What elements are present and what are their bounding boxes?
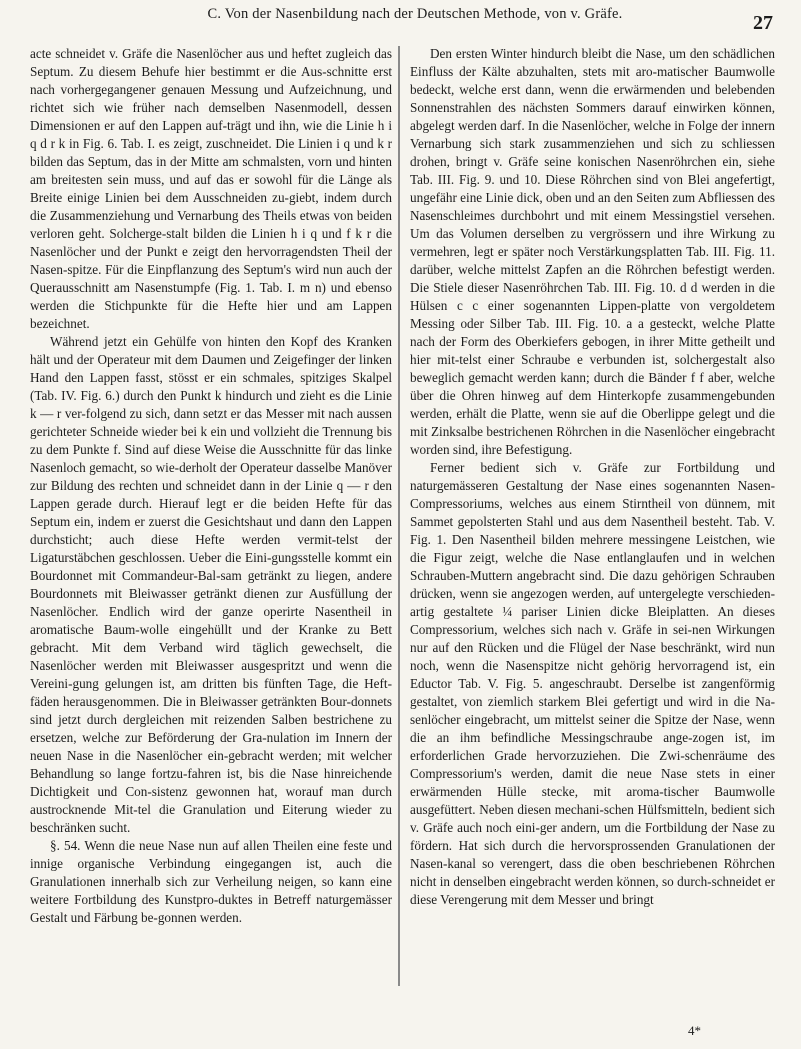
right-paragraph-1: Den ersten Winter hindurch bleibt die Nase, um den schädlichen Einfluss der Kälte abzuhalten, stets mit aro-matischer Baumwolle bedeckt, welche erst dann, wenn die erwärmenden und belebenden Sonnenstrahlen des nächsten Sommers darauf einwirken können, abgelegt werden darf. In die Nasenlöcher, welche in Folge der innern Vernarbung sich stark zusammenziehen und sich zu schliessen drohen, bringt v. Gräfe seine konischen Nasenröhrchen ein, siehe Tab. III. Fig. 9. und 10. Diese Röhrchen sind von Blei angefertigt, ungefähr eine Linie dick, oben und an den Seiten zum Abfliessen des Nasenschleimes durchbohrt und mit einem Messingstiel versehen. Um das Volumen derselben zu vergrössern und ihre Wirkung zu vermehren, legt er später noch Verstärkungsplatten Tab. III. Fig. 11. darüber, welche mittelst Zapfen an die Röhrchen befestigt werden. Die Stiele dieser Nasenröhrchen Tab. III. Fig. 10. d d werden in die Hülsen c c einer sogenannten Lippen-platte von vergoldetem Messing oder Silber Tab. III. Fig. 10. a a gesteckt, welche Platte nach der Form des Oberkiefers gebogen, in ihrer Mitte getheilt und hier mit-telst einer Schraube e verbunden ist, solchergestalt also beweglich gemacht werden kann; durch die Bänder f f aber, welche über die Ohren hinweg auf dem Hinterkopfe zusammengebunden werden, erhält die Platte, wenn sie auf die Oberlippe gelegt und die mit Zinksalbe bestrichenen Röhrchen in die Nasenlöcher eingebracht worden sind, ihre Befestigung. [410,46,775,457]
column-divider [398,46,400,986]
left-paragraph-2: Während jetzt ein Gehülfe von hinten den Kopf des Kranken hält und der Operateur mit dem Daumen und Zeigefinger der linken Hand den Lappen fasst, stösst er ein schmales, spitziges Skalpel (Tab. IV. Fig. 6.) durch den Punkt k hindurch und zieht es die Linie k — r ver-folgend zu sich, dann setzt er das Messer mit nach aussen gerichteter Schneide wieder bei k ein und vollzieht die Trennung bis zu dem Punkte f. Sind auf diese Weise die Ausschnitte für das linke Nasenloch gemacht, so wie-derholt der Operateur dasselbe Manöver zur Bildung des rechten und schneidet dann in der Linie q — r den Lappen gerade durch. Hierauf legt er die beiden Hefte für das Septum ein, indem er zuerst die Gesichtshaut und dann den Lappen durchsticht; auch diese Hefte werden vermit-telst der Ligaturstäbchen geschlossen. Ueber die Eini-gungsstelle kommt ein Bourdonnet mit Commandeur-Bal-sam getränkt zu liegen, andere Bourdonnets mit Bleiwasser getränkt dienen zur Ausfüllung der Nasenlöcher. Endlich wird der ganze operirte Nasentheil in aromatische Baum-wolle eingehüllt und der Kranke zu Bett gebracht. Mit dem Verband wird täglich gewechselt, die Nasenlöcher werden mit Bleiwasser ausgespritzt und wenn die Vereini-gung gelungen ist, am dritten bis fünften Tage, die Heft-fäden herausgenommen. Die in Bleiwasser getränkten Bour-donnets sind jetzt durch dergleichen mit reizenden Salben bestrichene zu ersetzen, welche zur Beförderung der Gra-nulation im Innern der neuen Nase in die Nasenlöcher ein-gebracht werden; mit welcher Behandlung so lange fortzu-fahren ist, bis die Nase hinreichende Dichtigkeit und Con-sistenz gewonnen hat, worauf man durch austrocknende Mit-tel die Granulation und Eiterung wieder zu beschränken sucht. [30,334,392,835]
page-number: 27 [753,12,773,34]
signature-mark: 4* [688,1023,701,1038]
left-paragraph-3: §. 54. Wenn die neue Nase nun auf allen Theilen eine feste und innige organische Verbindung eingegangen ist, auch die Granulationen innerhalb sich zur Verheilung neigen, so kann eine weitere Fortbildung des Kunstpro-duktes in Betreff naturgemässer Gestalt und Färbung be-gonnen werden. [30,838,392,925]
left-column [30,45,392,927]
running-header [95,6,735,32]
running-title: C. Von der Nasenbildung nach der Deutschen Methode, von v. Gräfe. [207,6,623,22]
left-paragraph-1: acte schneidet v. Gräfe die Nasenlöcher aus und heftet zugleich das Septum. Zu diesem Behufe hier bestimmt er die Aus-schnitte erst nach vorhergegangener genauen Messung und Aufzeichnung, und richtet sich wie früher nach demselben Nasenmodell, dessen Dimensionen er auf den Lappen auf-trägt und ihn, wie die Linie h i q d r k in Fig. 6. Tab. I. es zeigt, zuschneidet. Die Linien i q und k r bilden das Septum, das in der Mitte am schmalsten, vorn und hinten am breitesten sein muss, und auf das er sowohl für die Länge als Breite einige Linien bei dem Ausschneiden zu-giebt, indem durch die Zusammenziehung und Vernarbung des Theils etwas von beiden verloren geht. Solcherge-stalt bilden die Linien h i q und f k r die Nasenlöcher und der Punkt e zeigt den hervorragendsten Theil der Nasen-spitze. Für die Einpflanzung des Septum's wird nun auch der Querausschnitt am Nasenstumpfe (Fig. 1. Tab. I. m n) und ebenso werden die Stichpunkte für die Hefte hier und am Lappen bezeichnet. [30,46,392,331]
right-paragraph-2: Ferner bedient sich v. Gräfe zur Fortbildung und naturgemässeren Gestaltung der Nase eines sogenannten Nasen-Compressoriums, welches aus einem Stirntheil von dünnem, mit Sammet gepolsterten Stahl und aus dem Nasentheil besteht. Tab. V. Fig. 1. Den Nasentheil bilden mehrere messingene Leistchen, wie die Figur zeigt, welche die Nase entlanglaufen und in welchen Schrauben-Muttern angebracht sind. Die dazu gehörigen Schrauben drücken, wenn sie angezogen werden, auf untergelegte verschieden-artig gestaltete ¼ pariser Linien dicke Bleiplatten. An dieses Compressorium, welches sich nach v. Gräfe in sei-nen Wirkungen nur auf den Rücken und die Flügel der Nase beschränkt, wird nun noch, wenn die Nasenspitze nicht gehörig hervorragend ist, ein Eductor Tab. V. Fig. 5. angeschraubt. Derselbe ist zangenförmig gestaltet, von ziemlich starkem Blei gefertigt und wird in die Na-senlöcher eingebracht, um mittelst seiner die Spitze der Nase, wenn die an ihm befindliche Messingschraube ange-zogen ist, im erforderlichen Grade hervorzuziehen. Die Zwi-schenräume des Compressorium's werden, damit die neue Nase stets in einer erwärmenden Hülle stecke, mit aroma-tischer Baumwolle ausgefüttert. Neben diesen mechani-schen Hülfsmitteln, bedient sich v. Gräfe auch noch eini-ger andern, um die Fortbildung der Nase zu fördern. Hat sich durch die hervorsprossenden Granulationen der Nasen-kanal so verengert, dass die oben beschriebenen Röhrchen nicht in denselben eingebracht werden können, so durch-schneidet er diese Verengerung mit dem Messer und bringt [410,460,775,907]
right-column [410,45,775,909]
